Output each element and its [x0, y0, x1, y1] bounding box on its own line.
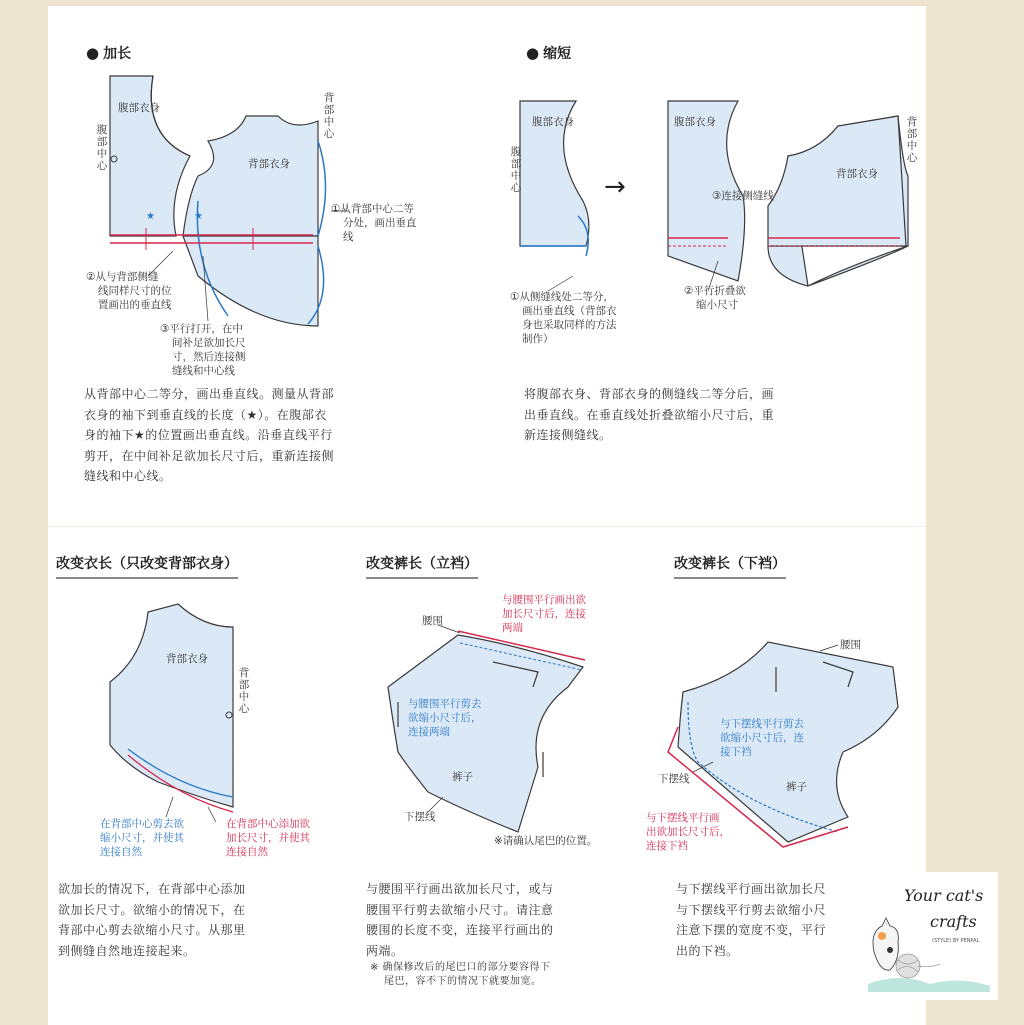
lengthen-back-lower	[183, 236, 318, 326]
front-center-label: 腹部中心	[96, 124, 108, 172]
arrow-right-icon: →	[604, 172, 626, 202]
bl-description: 欲加长的情况下，在背部中心添加 欲加长尺寸。欲缩小的情况下，在 背部中心剪去欲缩小尺寸。从那里 到侧缝自然地连接起来。	[58, 882, 246, 958]
shorten-back-center: 背部中心	[906, 116, 918, 164]
top-panel	[48, 6, 926, 526]
pr-tail-note: ※请确认尾巴的位置。	[494, 835, 598, 847]
lengthen-title: ● 加长	[86, 44, 132, 62]
shorten-note-2: ②平行折叠欲 缩小尺寸	[684, 285, 746, 311]
lengthen-note-2: ②从与背部侧缝 线同样尺寸的位 置画出的垂直线	[86, 271, 172, 311]
back-body-label: 背部衣身	[248, 158, 290, 170]
lengthen-note-3: ③平行打开，在中 间补足欲加长尺 寸，然后连接侧 缝线和中心线	[160, 323, 246, 377]
shorten-front-center: 腹部中心	[510, 146, 522, 194]
bl-note-red: 在背部中心添加欲 加长尺寸，并使其 连接自然	[226, 818, 310, 858]
shorten-note-1: ①从侧缝线处二等分， 画出垂直线（背部衣 身也采取同样的方法 制作）	[510, 291, 617, 345]
pants-rise-title: 改变裤长（立裆）	[366, 553, 478, 579]
bl-back-center: 背部中心	[238, 667, 250, 715]
pr-footnote: ※ 确保修改后的尾巴口的部分要容得下 尾巴，容不下的情况下就要加宽。	[370, 962, 551, 987]
bl-note-blue: 在背部中心剪去欲 缩小尺寸，并使其 连接自然	[100, 818, 184, 858]
pr-description: 与腰围平行画出欲加长尺寸，或与 腰围平行剪去欲缩小尺寸。请注意 腰围的长度不变，连接平行画出的 两端。	[366, 882, 554, 958]
pc-note-red: 与下摆线平行画 出欲加长尺寸后， 连接下裆	[646, 812, 730, 852]
pc-hem-label: 下摆线	[658, 773, 690, 785]
front-body-label: 腹部衣身	[118, 102, 160, 114]
pc-pants-label: 裤子	[786, 781, 807, 793]
shorten-front-label: 腹部衣身	[532, 116, 574, 128]
body-length-title: 改变衣长（只改变背部衣身）	[56, 553, 238, 579]
pc-waist-label: 腰围	[840, 639, 861, 651]
lengthen-back-center-blue	[318, 141, 326, 236]
pr-note-blue: 与腰围平行剪去 欲缩小尺寸后， 连接两端	[408, 698, 482, 738]
logo-text-2: crafts	[930, 912, 977, 931]
back-center-label: 背部中心	[323, 92, 335, 140]
logo-text-1: Your cat's	[904, 886, 984, 905]
lengthen-description: 从背部中心二等分，画出垂直线。测量从背部 衣身的袖下到垂直线的长度（★）。在腹部衣 身的袖下★的位置画出垂直线。沿垂直线平行 剪开，在中间补足欲加长尺寸后，重新连接侧 缝线和中心线。	[84, 387, 335, 483]
star-icon: ★	[194, 211, 203, 222]
shorten-front-label-2: 腹部衣身	[674, 116, 716, 128]
pc-description: 与下摆线平行画出欲加长尺 与下摆线平行剪去欲缩小尺 注意下摆的宽度不变，平行 出的下裆。	[676, 882, 827, 958]
pr-waist-label: 腰围	[422, 615, 443, 627]
bl-back-label: 背部衣身	[166, 653, 208, 665]
shorten-right-back-fill	[768, 116, 906, 246]
lengthen-back-body	[183, 116, 318, 236]
pants-crotch-title: 改变裤长（下裆）	[674, 553, 786, 579]
logo-card	[860, 872, 998, 1000]
shorten-leader-2	[548, 276, 573, 291]
shorten-note-3: ③连接侧缝线	[712, 190, 774, 202]
lengthen-note-1: ①从背部中心二等 分处，画出垂直 线	[331, 203, 417, 243]
pc-note-blue: 与下摆线平行剪去 欲缩小尺寸后，连 接下裆	[720, 718, 804, 758]
bottom-panel	[48, 526, 926, 1025]
body-length-leader-1	[166, 797, 173, 817]
pr-note-red: 与腰围平行画出欲 加长尺寸后，连接 两端	[502, 594, 586, 634]
body-length-leader-2	[208, 807, 216, 822]
shorten-title: ● 缩短	[526, 44, 572, 62]
logo-text-3: (STYLE) BY PENPAL	[932, 938, 980, 944]
pattern-page	[48, 6, 926, 1024]
shorten-description: 将腹部衣身、背部衣身的侧缝线二等分后，画 出垂直线。在垂直线处折叠欲缩小尺寸后，重 新连接侧缝线。	[524, 387, 775, 442]
pr-pants-label: 裤子	[452, 771, 473, 783]
pants-crotch-leader-waist	[820, 645, 838, 651]
pr-hem-label: 下摆线	[404, 811, 436, 823]
shorten-back-label: 背部衣身	[836, 168, 878, 180]
star-icon: ★	[146, 211, 155, 222]
